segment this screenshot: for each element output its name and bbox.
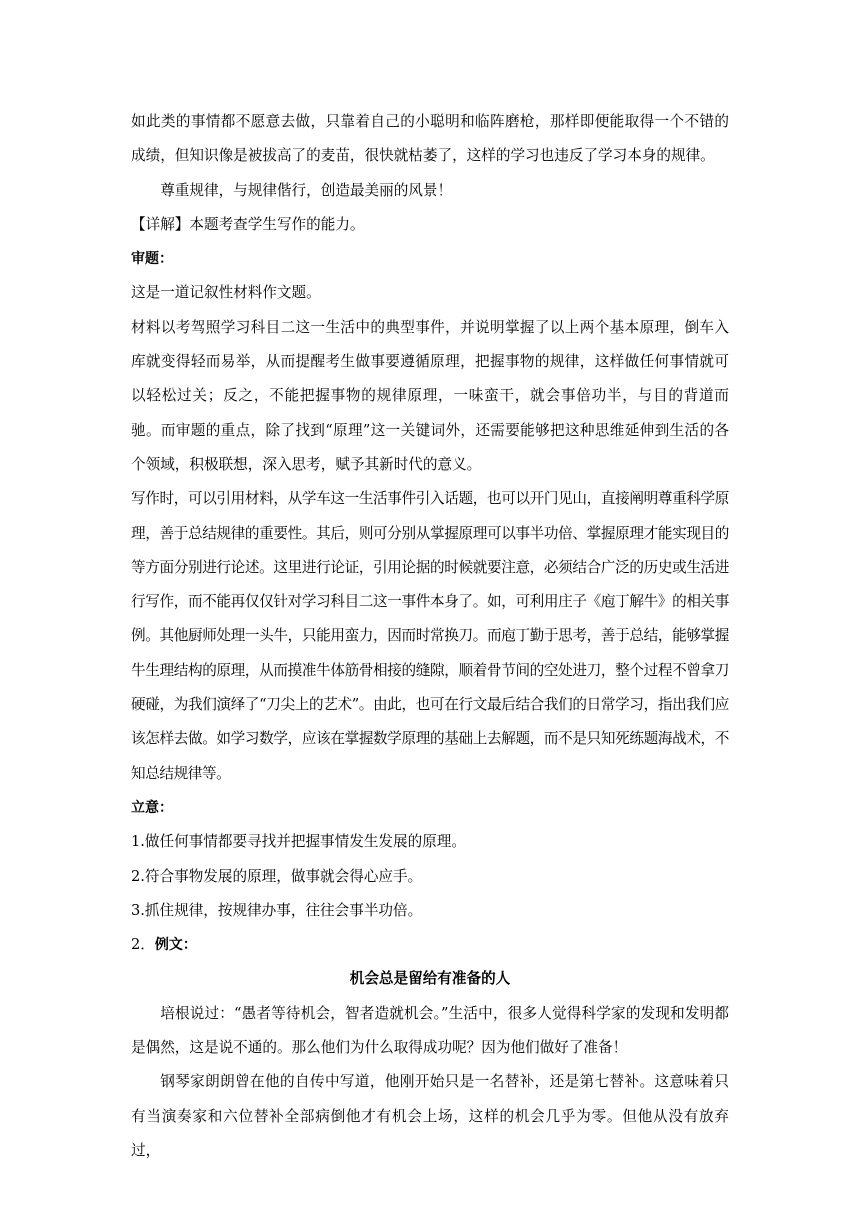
example-heading	[131, 928, 729, 962]
example-paragraph-1: 培根说过：“愚者等待机会，智者造就机会。”生活中，很多人觉得科学家的发现和发明都是偶然，这是说不通的。那么他们为什么取得成功呢？因为他们做好了准备！	[131, 1004, 729, 1057]
intro-closing: 尊重规律，与规律偕行，创造最美丽的风景！	[160, 181, 453, 199]
liyi-heading: 立意：	[131, 799, 173, 816]
shenti-paragraph-2: 材料以考驾照学习科目二这一生活中的典型事件，并说明掌握了以上两个基本原理，倒车入库就变得轻而易举，从而提醒考生做事要遵循原理，把握事物的规律，这样做任何事情就可以轻松过关；反之，不能把握事物的规律原理，一味蛮干，就会事倍功半，与目的背道而驰。而审题的重点，除了找到“原理”这一关键词外，还需要能够把这种思维延伸到生活的各个领域，积极联想，深入思考，赋予其新时代的意义。	[131, 318, 729, 473]
liyi-item-1: 1.做任何事情都要寻找并把握事情发生发展的原理。	[131, 833, 466, 851]
example-heading-number: 2．	[131, 936, 155, 954]
detail-paragraph: 【详解】本题考查学生写作的能力。	[131, 215, 365, 233]
liyi-item-3: 3.抓住规律，按规律办事，往往会事半功倍。	[131, 901, 423, 919]
shenti-paragraph-1: 这是一道记叙性材料作文题。	[131, 284, 321, 302]
example-paragraph-2: 钢琴家朗朗曾在他的自传中写道，他刚开始只是一名替补，还是第七替补。这意味着只有当演奏家和六位替补全部病倒他才有机会上场，这样的机会几乎为零。但他从没有放弃过，	[131, 1073, 729, 1159]
liyi-item-2: 2.符合事物发展的原理，做事就会得心应手。	[131, 867, 423, 885]
shenti-paragraph-3: 写作时，可以引用材料，从学车这一生活事件引入话题，也可以开门见山，直接阐明尊重科学原理，善于总结规律的重要性。其后，则可分别从掌握原理可以事半功倍、掌握原理才能实现目的等方面分别进行论述。这里进行论证，引用论据的时候就要注意，必须结合广泛的历史或生活进行写作，而不能再仅仅针对学习科目二这一事件本身了。如，可利用庄子《庖丁解牛》的相关事例。其他厨师处理一头牛，只能用蛮力，因而时常换刀。而庖丁勤于思考，善于总结，能够掌握牛生理结构的原理，从而摸准牛体筋骨相接的缝隙，顺着骨节间的空处进刀，整个过程不曾拿刀硬碰，为我们演绎了“刀尖上的艺术”。由此，也可在行文最后结合我们的日常学习，指出我们应该怎样去做。如学习数学，应该在掌握数学原理的基础上去解题，而不是只知死练题海战术，不知总结规律等。	[131, 490, 729, 782]
example-heading-label: 例文：	[154, 937, 197, 954]
document-page	[131, 105, 729, 1168]
intro-continuation: 如此类的事情都不愿意去做，只靠着自己的小聪明和临阵磨枪，那样即便能取得一个不错的成绩，但知识像是被拔高了的麦苗，很快就枯萎了，这样的学习也违反了学习本身的规律。	[131, 113, 729, 165]
shenti-heading: 审题：	[131, 251, 173, 268]
example-title: 机会总是留给有准备的人	[349, 970, 511, 988]
